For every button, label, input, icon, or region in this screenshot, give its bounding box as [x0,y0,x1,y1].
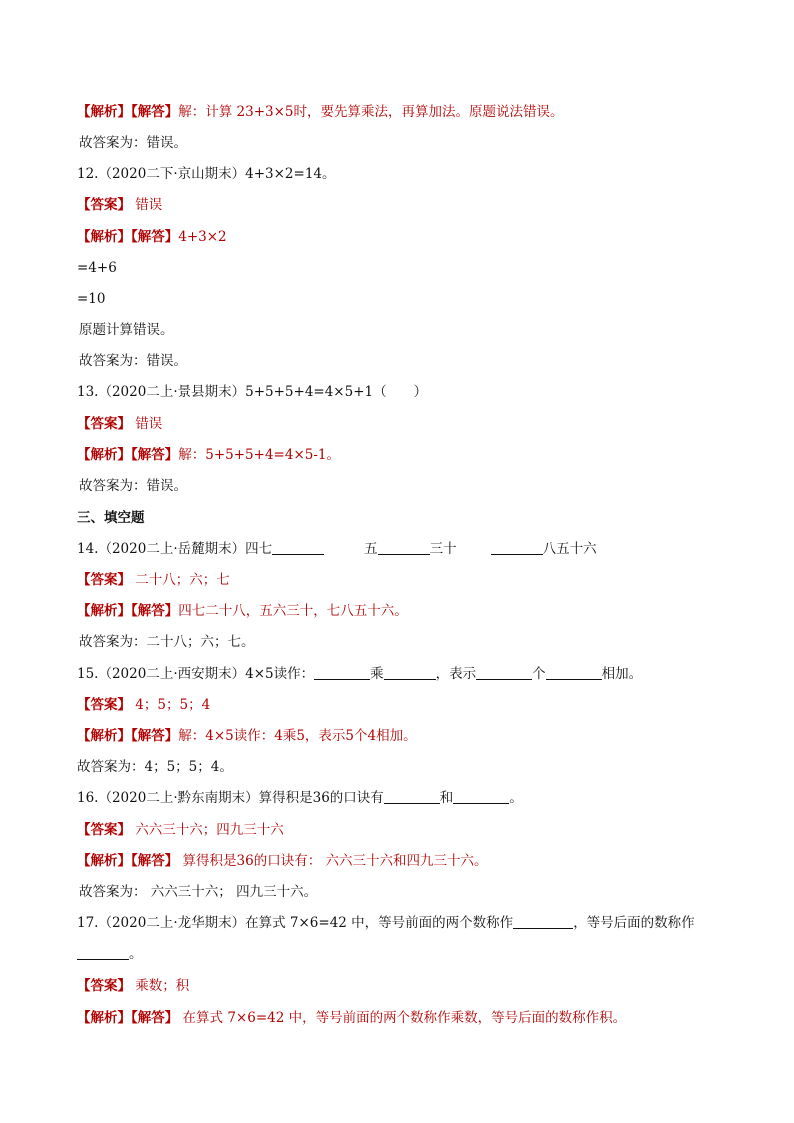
analysis-line [77,227,754,247]
answer-text: 二十八；六；七 [135,572,230,588]
q17-part: 。 [129,946,143,962]
answer-blank [546,665,602,680]
answer-tag: 【答案】 [77,416,131,432]
answer-line [77,820,754,840]
analysis-tag: 【解析】【解答】 [77,1010,179,1026]
answer-line [77,695,754,715]
analysis-line [77,102,754,122]
q15-part: 15.（2020二上·西安期末）4×5读作： [77,666,315,682]
q15-part: ，表示 [435,666,477,682]
final-answer: 故答案为：错误。 [79,135,187,151]
answer-blank [476,665,532,680]
answer-line [77,414,754,434]
question-17 [77,913,754,933]
analysis-tag: 【解析】【解答】 [77,447,179,463]
analysis-tag: 【解析】【解答】 [77,104,179,120]
q16-part: 16.（2020二上·黔东南期末）算得积是36的口诀有 [77,790,384,806]
answer-text: 乘数；积 [135,978,190,994]
q15-part: 乘 [370,666,384,682]
final-answer: 故答案为：4；5；5；4。 [77,759,233,775]
answer-line [77,976,754,996]
answer-blank [384,789,440,804]
final-answer: 故答案为：二十八；六；七。 [79,634,255,650]
answer-blank [513,914,573,929]
note-line: 原题计算错误。 [79,322,174,338]
q17-part: ，等号后面的数称作 [573,915,695,931]
answer-blank [77,945,129,960]
q16-part: 和 [439,790,454,806]
answer-line [77,195,754,215]
q14-part: 三十 [429,541,457,557]
answer-line [77,570,754,590]
final-answer: 故答案为：错误。 [79,353,187,369]
analysis-line [77,851,754,871]
q15-part: 相加。 [601,666,643,682]
analysis-text: 算得积是36的口诀有： 六六三十六和四九三十六。 [182,853,488,869]
analysis-tag: 【解析】【解答】 [77,603,179,619]
analysis-text: 在算式 7×6=42 中，等号前面的两个数称作乘数，等号后面的数称作积。 [182,1010,627,1026]
analysis-tag: 【解析】【解答】 [77,728,179,744]
analysis-text: 解：计算 23+3×5时，要先算乘法，再算加法。原题说法错误。 [178,104,564,120]
answer-tag: 【答案】 [77,197,131,213]
question-13: 13.（2020二上·景县期末）5+5+5+4=4×5+1（ ） [77,384,428,400]
question-12: 12.（2020二下·京山期末）4+3×2=14。 [77,166,336,182]
final-answer: 故答案为：错误。 [79,478,187,494]
q14-part: 五 [364,541,378,557]
analysis-line [77,445,754,465]
question-15 [77,664,754,684]
answer-blank [314,665,370,680]
answer-text: 4；5；5；4 [135,697,211,713]
answer-blank [384,665,436,680]
q16-part: 。 [509,790,523,806]
q14-part: 八五十六 [542,541,597,557]
step-line: =4+6 [77,260,117,276]
analysis-tag: 【解析】【解答】 [77,229,179,245]
q17-part: 17.（2020二上·龙华期末）在算式 7×6=42 中，等号前面的两个数称作 [77,915,514,931]
analysis-text: 解：4×5读作：4乘5，表示5个4相加。 [178,728,417,744]
analysis-line [77,726,754,746]
answer-tag: 【答案】 [77,978,131,994]
analysis-text: 4+3×2 [178,229,227,245]
section-heading: 三、填空题 [77,510,145,526]
answer-tag: 【答案】 [77,697,131,713]
step-line: =10 [77,291,106,307]
analysis-text: 四七二十八，五六三十，七八五十六。 [178,603,408,619]
answer-blank [272,540,324,555]
answer-text: 错误 [135,197,163,213]
answer-blank [491,540,543,555]
answer-text: 错误 [135,416,163,432]
answer-text: 六六三十六；四九三十六 [135,822,284,838]
q15-part: 个 [532,666,546,682]
analysis-tag: 【解析】【解答】 [77,853,179,869]
analysis-text: 解：5+5+5+4=4×5-1。 [178,447,340,463]
answer-blank [453,789,509,804]
answer-tag: 【答案】 [77,572,131,588]
analysis-line [77,1008,754,1028]
analysis-line [77,601,754,621]
question-14 [77,539,754,559]
answer-tag: 【答案】 [77,822,131,838]
question-16 [77,788,754,808]
answer-blank [378,540,430,555]
q14-part: 14.（2020二上·岳麓期末）四七 [77,541,273,557]
final-answer: 故答案为： 六六三十六； 四九三十六。 [79,884,318,900]
question-17-continued [77,944,754,964]
